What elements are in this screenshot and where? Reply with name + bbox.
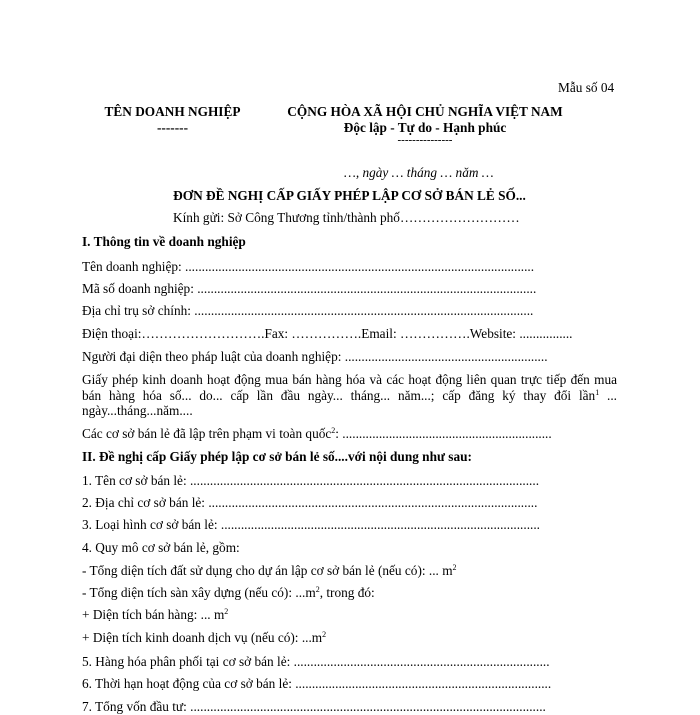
field-company-name: Tên doanh nghiệp: ......................................................................................................... (82, 259, 535, 274)
outlets-label: Các cơ sở bán lẻ đã lập trên phạm vi toàn quốc (82, 426, 332, 441)
item-outlet-type: 3. Loại hình cơ sở bán lẻ: ................................................................................................ (82, 517, 541, 532)
field-license (82, 372, 617, 419)
field-representative: Người đại diện theo pháp luật của doanh nghiệp: ............................................................. (82, 349, 548, 364)
item-duration: 6. Thời hạn hoạt động của cơ sở bán lẻ: ............................................................................. (82, 676, 552, 691)
license-tail: ... ngày...tháng...năm.... (82, 387, 618, 418)
field-tax-code: Mã số doanh nghiệp: ...................................................................................................... (82, 281, 537, 296)
company-dashes: ------- (157, 120, 188, 135)
footnote-2: 2 (331, 426, 336, 435)
item-outlet-address: 2. Địa chỉ cơ sở bán lẻ: ................................................................................................... (82, 495, 538, 510)
service-area-label: + Diện tích kinh doanh dịch vụ (nếu có): ...m (82, 630, 323, 645)
service-area (82, 630, 326, 646)
land-area-label: - Tổng diện tích đất sử dụng cho dự án lập cơ sở bán lẻ (nếu có): ... m (82, 563, 453, 578)
field-contact: Điện thoại:……………………….Fax: …………….Email: …………….Website: ................ (82, 326, 573, 341)
field-address: Địa chỉ trụ sở chính: ...................................................................................................... (82, 303, 534, 318)
national-motto: Độc lập - Tự do - Hạnh phúc (343, 120, 507, 135)
sales-area (82, 607, 228, 623)
field-outlets (82, 426, 552, 442)
floor-area-label: - Tổng diện tích sàn xây dựng (nếu có): ...m (82, 585, 316, 600)
section2-heading: II. Đề nghị cấp Giấy phép lập cơ sở bán lẻ số....với nội dung như sau: (82, 449, 472, 464)
item-goods: 5. Hàng hóa phân phối tại cơ sở bán lẻ: ............................................................................. (82, 654, 550, 669)
sales-area-label: + Diện tích bán hàng: ... m (82, 607, 225, 622)
date-line: …, ngày … tháng … năm … (344, 165, 494, 180)
floor-area-tail: , trong đó: (319, 585, 375, 600)
square-sup: 2 (315, 585, 320, 594)
outlets-dots: : ............................................................... (335, 426, 552, 441)
license-text: Giấy phép kinh doanh hoạt động mua bán hàng hóa và các hoạt động liên quan trực tiếp đến mua bán hàng hóa số... do... cấp lần đầu ngày... tháng... năm...; cấp đăng ký thay đổi lần (82, 372, 617, 403)
square-sup: 2 (322, 630, 327, 639)
item-outlet-scale: 4. Quy mô cơ sở bán lẻ, gồm: (82, 540, 240, 555)
square-sup: 2 (452, 563, 457, 572)
floor-area (82, 585, 375, 601)
land-area (82, 563, 457, 579)
addressee: Kính gửi: Sở Công Thương tỉnh/thành phố……………………… (173, 210, 520, 225)
motto-dashes: --------------- (397, 134, 453, 146)
item-outlet-name: 1. Tên cơ sở bán lẻ: ......................................................................................................... (82, 473, 540, 488)
document-title: ĐƠN ĐỀ NGHỊ CẤP GIẤY PHÉP LẬP CƠ SỞ BÁN LẺ SỐ... (173, 188, 526, 203)
section1-heading: I. Thông tin về doanh nghiệp (82, 234, 246, 249)
item-investment: 7. Tổng vốn đầu tư: ........................................................................................................... (82, 699, 546, 714)
form-number: Mẫu số 04 (558, 80, 615, 95)
square-sup: 2 (224, 607, 229, 616)
company-name: TÊN DOANH NGHIỆP (104, 104, 241, 119)
footnote-1: 1 (595, 387, 600, 397)
country-name: CỘNG HÒA XÃ HỘI CHỦ NGHĨA VIỆT NAM (287, 104, 563, 119)
